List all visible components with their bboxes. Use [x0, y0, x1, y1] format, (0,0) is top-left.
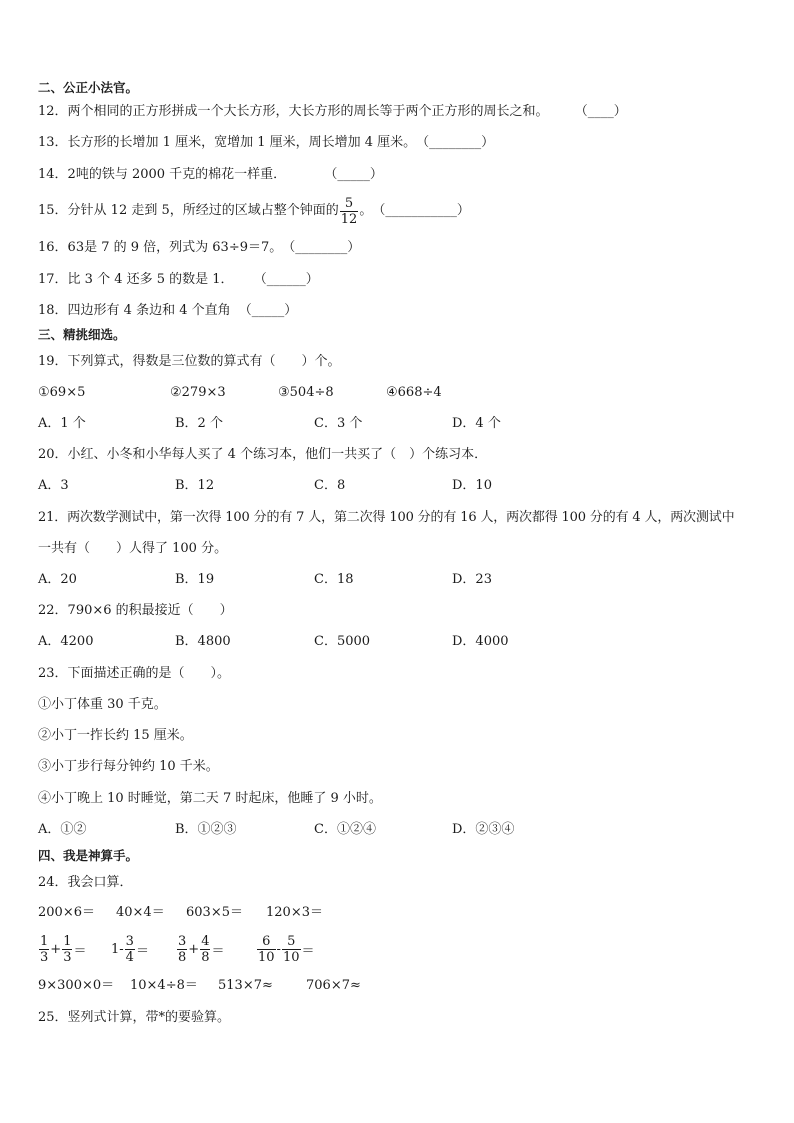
question-23-statement: ③小丁步行每分钟约 10 千米。	[38, 759, 219, 774]
option-d[interactable]: D．23	[452, 572, 492, 587]
question-15	[38, 193, 764, 229]
section-heading: 三、精挑细选。	[38, 327, 126, 342]
fraction-numerator: 5	[344, 195, 354, 211]
question-22-stem: 22．790×6 的积最接近（ ）	[38, 603, 233, 618]
math-expression: 200×6＝	[38, 905, 95, 920]
expression: ②279×3	[170, 385, 226, 400]
fraction-numerator: 1	[63, 933, 72, 949]
math-expression: 706×7≈	[306, 978, 361, 993]
option-a[interactable]: A．①②	[38, 822, 87, 837]
fraction	[282, 934, 301, 965]
fraction-numerator: 5	[287, 933, 296, 949]
option-d[interactable]: D．②③④	[452, 822, 515, 837]
question-16	[38, 239, 764, 257]
question-20-stem: 20．小红、小冬和小华每人买了 4 个练习本，他们一共买了（ ）个练习本．	[38, 447, 488, 462]
equals-sign: ＝	[73, 943, 87, 959]
question-19-stem: 19．下列算式，得数是三位数的算式有（ ）个。	[38, 354, 341, 369]
question-25-stem: 25．竖列式计算，带*的要验算。	[38, 1010, 231, 1025]
fraction	[39, 934, 49, 965]
fraction-numerator: 4	[201, 933, 210, 949]
question-21-stem-cont: 一共有（ ）人得了 100 分。	[38, 541, 228, 556]
fraction-numerator: 6	[262, 933, 271, 949]
option-a[interactable]: A．20	[38, 572, 77, 587]
question-13	[38, 134, 764, 152]
option-b[interactable]: B．12	[175, 478, 215, 493]
question-24-stem: 24．我会口算．	[38, 875, 133, 890]
expression: ③504÷8	[278, 385, 334, 400]
section-heading: 二、公正小法官。	[38, 80, 139, 95]
question-text: 12．两个相同的正方形拼成一个大长方形，大长方形的周长等于两个正方形的周长之和。	[38, 104, 549, 119]
fraction-denominator: 3	[63, 949, 72, 965]
expression: ①69×5	[38, 385, 86, 400]
question-23-statement: ②小丁一拃长约 15 厘米。	[38, 728, 193, 743]
question-23-statement: ①小丁体重 30 千克。	[38, 697, 167, 712]
answer-blank[interactable]: （_____）	[324, 167, 383, 182]
answer-blank[interactable]: （___________）	[372, 203, 470, 218]
math-expression: 9×300×0＝	[38, 978, 115, 993]
option-c[interactable]: C．3 个	[314, 416, 363, 431]
question-17	[38, 271, 764, 289]
option-c[interactable]: C．5000	[314, 634, 371, 649]
fraction-numerator: 3	[178, 933, 187, 949]
question-text: 14．2吨的铁与 2000 千克的棉花一样重．	[38, 167, 287, 182]
operator: +	[188, 941, 200, 957]
question-text: 13．长方形的长增加 1 厘米，宽增加 1 厘米，周长增加 4 厘米。	[38, 135, 417, 150]
answer-blank[interactable]: （_____）	[238, 303, 298, 318]
option-c[interactable]: C．18	[314, 572, 354, 587]
answer-blank[interactable]: （______）	[253, 272, 319, 287]
math-expression: 120×3＝	[266, 905, 323, 920]
question-21-stem: 21．两次数学测试中，第一次得 100 分的有 7 人，第二次得 100 分的有 16 人，两次都得 100 分的有 4 人，两次测试中	[38, 510, 735, 525]
math-expression: 40×4＝	[116, 905, 165, 920]
fraction	[125, 934, 135, 965]
fraction-expression	[111, 930, 149, 968]
equals-sign: ＝	[211, 943, 225, 959]
answer-blank[interactable]: （________）	[282, 240, 361, 255]
option-b[interactable]: B．①②③	[175, 822, 237, 837]
equals-sign: ＝	[301, 943, 315, 959]
fraction	[62, 934, 72, 965]
question-12	[38, 103, 764, 121]
question-23-statement: ④小丁晚上 10 时睡觉，第二天 7 时起床，他睡了 9 小时。	[38, 791, 382, 806]
question-text: 16．63是 7 的 9 倍，列式为 63÷9＝7。	[38, 240, 283, 255]
math-expression: 513×7≈	[218, 978, 273, 993]
option-d[interactable]: D．4000	[452, 634, 509, 649]
fraction-expression	[38, 930, 86, 968]
question-18	[38, 302, 764, 320]
operator: +	[50, 941, 62, 957]
fraction	[257, 934, 276, 965]
option-b[interactable]: B．2 个	[175, 416, 223, 431]
fraction-denominator: 10	[258, 949, 275, 965]
answer-blank[interactable]: （________）	[416, 135, 495, 150]
fraction	[200, 934, 210, 965]
fraction-numerator: 1	[40, 933, 49, 949]
question-14	[38, 166, 764, 184]
equals-sign: ＝	[135, 943, 149, 959]
mental-math-row-2	[38, 930, 758, 968]
fraction	[177, 934, 187, 965]
option-a[interactable]: A．1 个	[38, 416, 86, 431]
fraction-expression	[256, 930, 315, 968]
option-a[interactable]: A．3	[38, 478, 69, 493]
whole-number: 1-	[111, 941, 124, 957]
option-b[interactable]: B．19	[175, 572, 215, 587]
expression: ④668÷4	[386, 385, 442, 400]
option-d[interactable]: D．10	[452, 478, 492, 493]
option-a[interactable]: A．4200	[38, 634, 94, 649]
fraction-denominator: 10	[282, 949, 300, 965]
fraction-denominator: 4	[125, 949, 134, 965]
question-23-stem: 23．下面描述正确的是（ ）。	[38, 666, 231, 681]
fraction-denominator: 8	[178, 949, 187, 965]
section-heading: 四、我是神算手。	[38, 848, 139, 863]
math-expression: 10×4÷8＝	[130, 978, 198, 993]
fraction-numerator: 3	[125, 933, 134, 949]
option-b[interactable]: B．4800	[175, 634, 231, 649]
fraction-expression	[176, 930, 224, 968]
fraction-denominator: 3	[40, 949, 49, 965]
question-text: 17．比 3 个 4 还多 5 的数是 1．	[38, 272, 234, 287]
fraction	[340, 196, 359, 227]
answer-blank[interactable]: （____）	[574, 104, 627, 119]
operator: -	[276, 941, 281, 957]
fraction-denominator: 8	[201, 949, 210, 965]
option-c[interactable]: C．8	[314, 478, 346, 493]
option-c[interactable]: C．①②④	[314, 822, 376, 837]
fraction-denominator: 12	[340, 211, 358, 227]
question-text-tail: 。	[359, 203, 373, 218]
math-expression: 603×5＝	[186, 905, 243, 920]
question-text: 15．分针从 12 走到 5，所经过的区域占整个钟面的	[38, 203, 339, 218]
question-text: 18．四边形有 4 条边和 4 个直角	[38, 303, 231, 318]
option-d[interactable]: D．4 个	[452, 416, 501, 431]
